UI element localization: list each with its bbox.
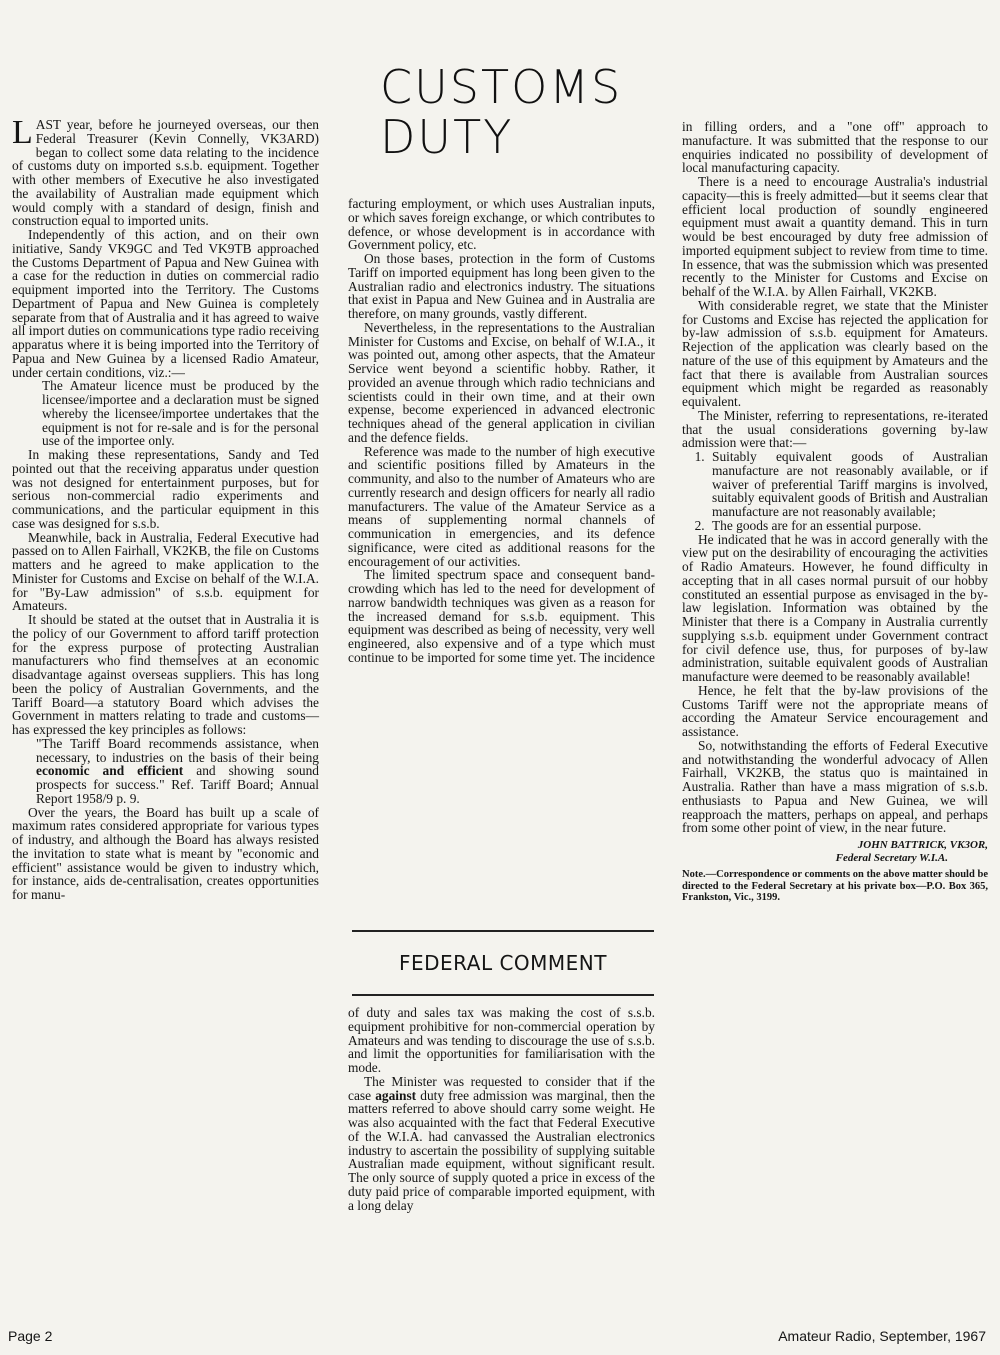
publication-date: Amateur Radio, September, 1967	[778, 1328, 986, 1344]
paragraph-c2b-2	[348, 1075, 655, 1213]
quote-text-b: and showing sound prospects for success." Ref. Tariff Board; Annual Report 1958/9 p. 9.	[36, 763, 319, 806]
column-3	[682, 120, 988, 904]
p2-text-b: duty free admission was marginal, then the matters referred to above should carry some weight. He was also acquainted with the fact that Federal Executive of the W.I.A. had canvassed the Australian electronics industry to ascertain the possibility of supplying suitable Australian made equipment, without significant result. The only source of supply quoted a price in excess of the duty paid price of comparable imported equipment, with a long delay	[348, 1087, 655, 1213]
paragraph-3: In making these representations, Sandy and Ted pointed out that the receiving apparatus under question was not designed for entertainment purposes, but for serious non-commercial radio experiments and communications, and the particular equipment in this case was designed for s.s.b.	[12, 447, 319, 531]
drop-cap: L	[12, 114, 33, 151]
p2-bold: against	[375, 1087, 417, 1103]
quote-conditions: The Amateur licence must be produced by the licensee/importee and a declaration must be signed whereby the licensee/importee undertakes that the equipment is not for re-sale and is for the personal use of the importee only.	[42, 378, 319, 449]
paragraph-c3-3: With considerable regret, we state that the Minister for Customs and Excise has rejected the application for by-law admission of s.s.b. equipment for Amateurs. Rejection of the application was clearly based on the nature of the use of this equipment by Amateurs and the fact that there is available from Australian sources equipment which might be regarded as reasonably equivalent.	[682, 297, 988, 409]
paragraph-c2-2: On those bases, protection in the form of Customs Tariff on imported equipment has long been given to the Australian radio and electronics industry. The situations that exist in Papua and New Guinea and in Australia are therefore, on many grounds, vastly different.	[348, 251, 655, 321]
quote-bold: economic and efficient	[36, 763, 184, 779]
signature-name: JOHN BATTRICK, VK3OR,	[857, 839, 988, 851]
signature-title: Federal Secretary W.I.A.	[835, 852, 948, 864]
list-item: 2. The goods are for an essential purpose.	[708, 519, 988, 533]
paragraph-c3-2: There is a need to encourage Australia's industrial capacity—this is freely admitted—but it seems clear that efficient local production of soundly engineered equipment must await a quantity demand. This in turn would be best encouraged by duty free admission of imported equipment subject to review from time to time. In essence, that was the submission which was presented recently to the Minister for Customs and Excise on behalf of the W.I.A. by Allen Fairhall, VK2KB.	[682, 174, 988, 299]
paragraph-c3-4: The Minister, referring to representations, re-iterated that the usual considerations governing by-law admission were that:—	[682, 407, 988, 451]
list-item: 1. Suitably equivalent goods of Australian manufacture are not reasonably available, or if waiver of preferential Tariff margins is involved, suitably equivalent goods of British and Australian manufacture are not reasonably available;	[708, 450, 988, 519]
federal-comment-title: FEDERAL COMMENT	[399, 951, 607, 975]
title-line-1: CUSTOMS	[380, 60, 623, 114]
paragraph-6: Over the years, the Board has built up a scale of maximum rates considered appropriate for various types of industry, and although the Board has always resisted the invitation to state what is meant by "economic and efficient" assistance would be given to industry which, for instance, aids de-centralisation, creates opportunities for manu-	[12, 804, 319, 902]
note: Note.—Correspondence or comments on the above matter should be directed to the Federal Secretary at his private box—P.O. Box 365, Frankston, Vic., 3199.	[682, 869, 988, 903]
paragraph-c2b-1: of duty and sales tax was making the cost of s.s.b. equipment prohibitive for non-commercial operation by Amateurs and was tending to discourage the use of s.s.b. and limit the opportunities for familiarisation with the mode.	[348, 1005, 655, 1075]
paragraph-5: It should be stated at the outset that in Australia it is the policy of our Government to afford tariff protection for the express purpose of protecting Australian manufacturers who find themselves at an economic disadvantage against overseas suppliers. This has long been the policy of Australian Governments, and the Tariff Board—a statutory Board which advises the Government in matters relating to trade and customs—has expressed the key principles as follows:	[12, 612, 319, 737]
paragraph-c3-5: He indicated that he was in accord generally with the view put on the desirability of encouraging the activities of Radio Amateurs. However, he found difficulty in accepting that in all cases normal pursuit of our hobby constituted an essential purpose as envisaged in the by-law legislation. Information was obtained by the Minister that there is a Company in Australia currently supplying s.s.b. equipment under Government contract for civil defence use, thus, for purposes of by-law administration, suitable equivalent goods of Australian manufacture were deemed to be reasonably available!	[682, 531, 988, 684]
page-number: Page 2	[8, 1328, 53, 1344]
paragraph-2: Independently of this action, and on their own initiative, Sandy VK9GC and Ted VK9TB approached the Customs Department of Papua and New Guinea with a case for the reduction in duties on commercial radio equipment imported into the Territory. The Customs Department of Papua and New Guinea is completely separate from that of Australia and it has agreed to waive all import duties on communications type radio receiving apparatus where it is being imported into the Territory of Papua and New Guinea by a licensed Radio Amateur, under certain conditions, viz.:—	[12, 227, 319, 380]
column-2-top	[348, 197, 655, 665]
paragraph-1-text: AST year, before he journeyed overseas, our then Federal Treasurer (Kevin Connelly, VK3ARD) began to collect some data relating to the incidence of customs duty on imported s.s.b. equipment. Together with other members of Executive he also investigated the availability of Australian made equipment which would comply with a standard of design, finish and construction equal to imported units.	[12, 117, 319, 229]
quote-text-a: "The Tariff Board recommends assistance, when necessary, to industries on the basis of their being	[36, 735, 319, 765]
paragraph-c2-4: Reference was made to the number of high executive and scientific positions filled by Amateurs in the community, and also to the number of Amateurs who are currently research and design officers for nearly all radio manufacturers. The value of the Amateur Service as a means of supplementing normal channels of communication in emergencies, and its defence significance, were cited as additional reasons for the encouragement of our activities.	[348, 443, 655, 569]
paragraph-4: Meanwhile, back in Australia, Federal Executive had passed on to Allen Fairhall, VK2KB, the file on Customs matters and he agreed to make application to the Minister for Customs and Excise on behalf of the W.I.A. for "By-Law admission" of s.s.b. equipment for Amateurs.	[12, 529, 319, 614]
considerations-list	[682, 450, 988, 533]
federal-comment-heading	[352, 930, 654, 996]
paragraph-c2-1: facturing employment, or which uses Australian inputs, or which saves foreign exchange, or which contributes to defence, or whose development is in accordance with Government policy, etc.	[348, 196, 655, 253]
p2-text-a: The Minister was requested to consider that if the case	[348, 1073, 655, 1103]
column-1	[12, 114, 319, 902]
paragraph-c3-7: So, notwithstanding the efforts of Federal Executive and notwithstanding the wonderful advocacy of Allen Fairhall, VK2KB, the status quo is maintained in Australia. Rather than have a mass migration of s.s.b. enthusiasts to Papua and New Guinea, we will reapproach the matters, perhaps on appeal, and perhaps from some other point of view, in the near future.	[682, 737, 988, 836]
paragraph-c3-1: in filling orders, and a "one off" approach to manufacture. It was submitted that the response to our enquiries indicated no possibility of development of local manufacturing capacity.	[682, 119, 988, 176]
quote-tariff-board	[12, 737, 319, 806]
paragraph-1	[12, 114, 319, 229]
article-title	[380, 62, 630, 162]
title-line-2: DUTY	[380, 110, 514, 164]
column-2-bottom	[348, 1006, 655, 1212]
paragraph-c2-5: The limited spectrum space and consequent band-crowding which has led to the need for development of narrow bandwidth techniques was given as a reason for the increased demand for s.s.b. equipment. This equipment was described as being of necessity, very well engineered, also expensive and of a type which must continue to be imported for some time yet. The incidence	[348, 567, 655, 665]
paragraph-c3-6: Hence, he felt that the by-law provisions of the Customs Tariff were not the appropriate means of according the Amateur Service encouragement and assistance.	[682, 682, 988, 739]
paragraph-c2-3: Nevertheless, in the representations to the Australian Minister for Customs and Excise, on behalf of W.I.A., it was pointed out, among other aspects, that the Amateur Service went beyond a scientific hobby. Rather, it provided an avenue through which radio technicians and scientists could in their own time, and at their own expense, become experienced in advanced electronic techniques ahead of the general application in civilian and the defence fields.	[348, 319, 655, 445]
